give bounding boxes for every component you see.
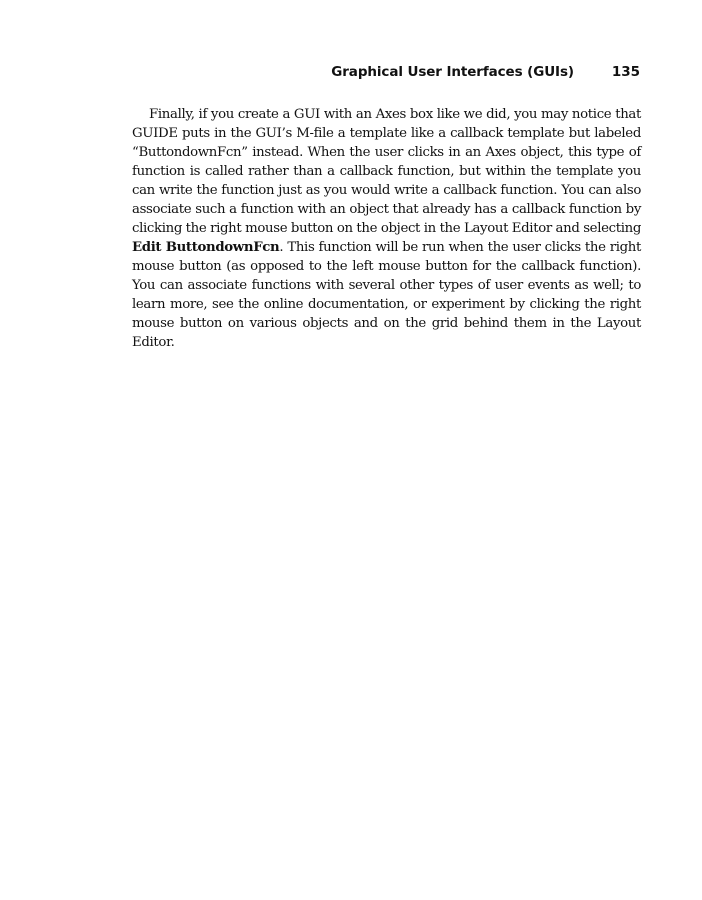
menu-item-reference: Edit ButtondownFcn bbox=[132, 240, 280, 255]
running-title: Graphical User Interfaces (GUIs) bbox=[331, 64, 574, 80]
paragraph bbox=[132, 105, 641, 352]
running-head bbox=[132, 64, 640, 84]
paragraph-text-part2: . This function will be run when the user clicks the right mouse button (as opposed to the left mouse button for the callback function). You can associate functions with several other types of user events as well; to learn more, see the online documentation, or experiment by clicking the right mouse button on various objects and on the grid behind them in the Layout Editor. bbox=[132, 240, 641, 350]
page-number: 135 bbox=[611, 64, 640, 80]
body-text bbox=[132, 105, 641, 352]
paragraph-text-part1: Finally, if you create a GUI with an Axes box like we did, you may notice that GUIDE puts in the GUI’s M-file a template like a callback template but labeled “ButtondownFcn” instead. When the user clicks in an Axes object, this type of function is called rather than a callback function, but within the template you can write the function just as you would write a callback function. You can also associate such a function with an object that already has a callback function by clicking the right mouse button on the object in the Layout Editor and selecting bbox=[132, 107, 641, 236]
